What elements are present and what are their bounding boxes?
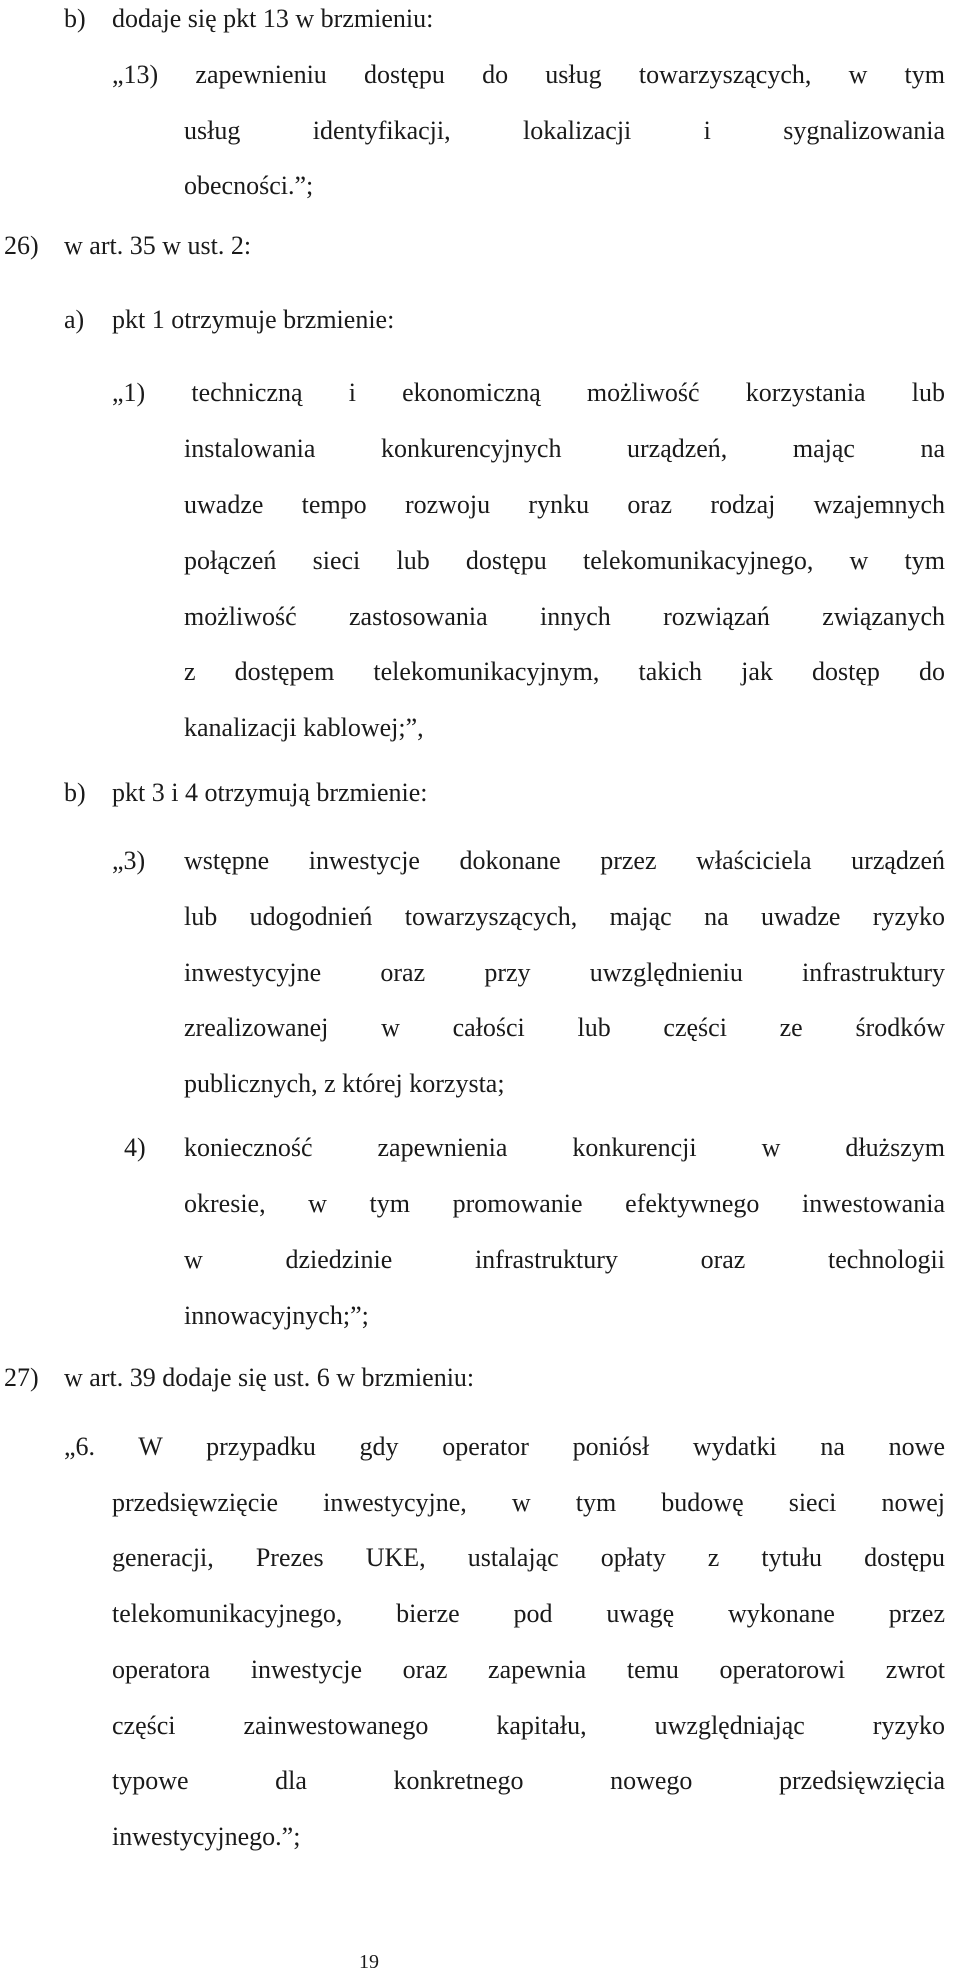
text-line: publicznych, z której korzysta;: [184, 1069, 505, 1098]
text-line: przedsięwzięcie inwestycyjne, w tym budowę sieci nowej: [112, 1488, 945, 1517]
text-line: części zainwestowanego kapitału, uwzględniając ryzyko: [112, 1711, 945, 1740]
list-label-27: 27): [4, 1363, 39, 1392]
list-label-b: b): [64, 4, 86, 33]
list-label-a: a): [64, 305, 85, 334]
text-line: połączeń sieci lub dostępu telekomunikacyjnego, w tym: [184, 546, 945, 575]
point-label-3: „3): [112, 846, 146, 875]
text-line: pkt 3 i 4 otrzymują brzmienie:: [112, 778, 428, 807]
text-line: „13) zapewnieniu dostępu do usług towarzyszących, w tym: [112, 60, 945, 89]
text-line: uwadze tempo rozwoju rynku oraz rodzaj wzajemnych: [184, 490, 945, 519]
text-line: operatora inwestycje oraz zapewnia temu operatorowi zwrot: [112, 1655, 945, 1684]
text-line: telekomunikacyjnego, bierze pod uwagę wykonane przez: [112, 1599, 945, 1628]
text-line: w art. 39 dodaje się ust. 6 w brzmieniu:: [64, 1363, 475, 1392]
text-line: „6. W przypadku gdy operator poniósł wydatki na nowe: [64, 1432, 945, 1461]
text-line: okresie, w tym promowanie efektywnego inwestowania: [184, 1189, 945, 1218]
text-line: typowe dla konkretnego nowego przedsięwzięcia: [112, 1766, 945, 1795]
text-line: inwestycyjne oraz przy uwzględnieniu infrastruktury: [184, 958, 945, 987]
text-line: „1) techniczną i ekonomiczną możliwość korzystania lub: [112, 378, 945, 407]
text-line: generacji, Prezes UKE, ustalając opłaty z tytułu dostępu: [112, 1543, 945, 1572]
text-line: usług identyfikacji, lokalizacji i sygnalizowania: [184, 116, 945, 145]
text-line: w dziedzinie infrastruktury oraz technologii: [184, 1245, 945, 1274]
text-line: innowacyjnych;”;: [184, 1301, 369, 1330]
text-line: kanalizacji kablowej;”,: [184, 713, 424, 742]
text-line: lub udogodnień towarzyszących, mając na uwadze ryzyko: [184, 902, 945, 931]
list-label-26: 26): [4, 231, 39, 260]
text-line: z dostępem telekomunikacyjnym, takich jak dostęp do: [184, 657, 945, 686]
list-label-b: b): [64, 778, 86, 807]
text-line: dodaje się pkt 13 w brzmieniu:: [112, 4, 434, 33]
text-line: możliwość zastosowania innych rozwiązań związanych: [184, 602, 945, 631]
text-line: inwestycyjnego.”;: [112, 1822, 301, 1851]
text-line: w art. 35 w ust. 2:: [64, 231, 252, 260]
text-line: zrealizowanej w całości lub części ze środków: [184, 1013, 945, 1042]
text-line: pkt 1 otrzymuje brzmienie:: [112, 305, 395, 334]
page-number: 19: [359, 1951, 379, 1973]
point-label-4: 4): [124, 1133, 146, 1162]
text-line: konieczność zapewnienia konkurencji w dłuższym: [184, 1133, 945, 1162]
text-line: instalowania konkurencyjnych urządzeń, mając na: [184, 434, 945, 463]
text-line: obecności.”;: [184, 171, 314, 200]
text-line: wstępne inwestycje dokonane przez właściciela urządzeń: [184, 846, 945, 875]
